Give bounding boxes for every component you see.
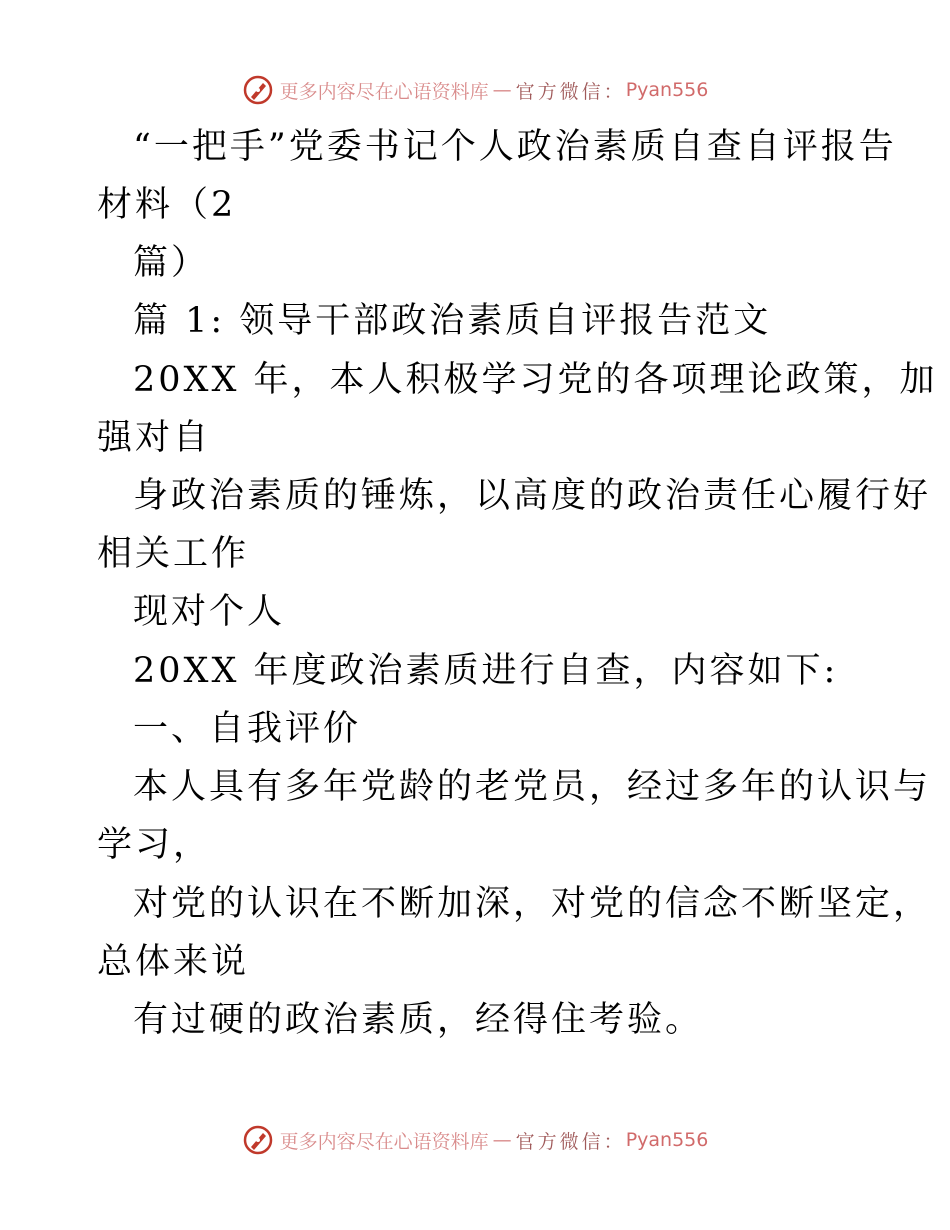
document-title-line-1: “一把手”党委书记个人政治素质自查自评报告 bbox=[133, 127, 897, 167]
watermark-text: 更多内容尽在心语资料库 bbox=[279, 1130, 489, 1153]
pen-circle-logo-icon bbox=[242, 74, 274, 106]
watermark-text: 更多内容尽在心语资料库 bbox=[279, 80, 489, 103]
paragraph-line: 有过硬的政治素质，经得住考验。 bbox=[133, 1000, 704, 1040]
paragraph-line: 强对自 bbox=[97, 418, 212, 458]
document-title-line-2: 材料（2 bbox=[97, 185, 237, 225]
document-title-line-3: 篇） bbox=[133, 243, 210, 283]
watermark-dash: — bbox=[492, 79, 512, 101]
paragraph-line: 总体来说 bbox=[97, 942, 250, 982]
paragraph-line: 相关工作 bbox=[97, 534, 250, 574]
watermark-header bbox=[0, 70, 950, 110]
watermark-dash: — bbox=[492, 1129, 512, 1151]
paragraph-line: 20XX 年，本人积极学习党的各项理论政策，加 bbox=[133, 360, 938, 400]
watermark-footer bbox=[0, 1120, 950, 1160]
pen-circle-logo-icon bbox=[242, 1124, 274, 1156]
paragraph-line: 身政治素质的锤炼，以高度的政治责任心履行好 bbox=[133, 476, 932, 516]
watermark-wechat-id: Pyan556 bbox=[625, 1129, 709, 1151]
watermark-label: 官方微信： bbox=[515, 80, 626, 103]
paragraph-line: 20XX 年度政治素质进行自查，内容如下: bbox=[133, 651, 839, 691]
paragraph-line: 对党的认识在不断加深，对党的信念不断坚定， bbox=[133, 884, 932, 924]
paragraph-line: 现对个人 bbox=[133, 592, 286, 632]
paragraph-line: 本人具有多年党龄的老党员，经过多年的认识与 bbox=[133, 767, 932, 807]
watermark-label: 官方微信： bbox=[515, 1130, 626, 1153]
section-heading: 篇 1: 领导干部政治素质自评报告范文 bbox=[133, 301, 772, 341]
watermark-wechat-id: Pyan556 bbox=[625, 79, 709, 101]
subsection-heading: 一、自我评价 bbox=[133, 709, 362, 749]
paragraph-line: 学习， bbox=[97, 825, 212, 865]
